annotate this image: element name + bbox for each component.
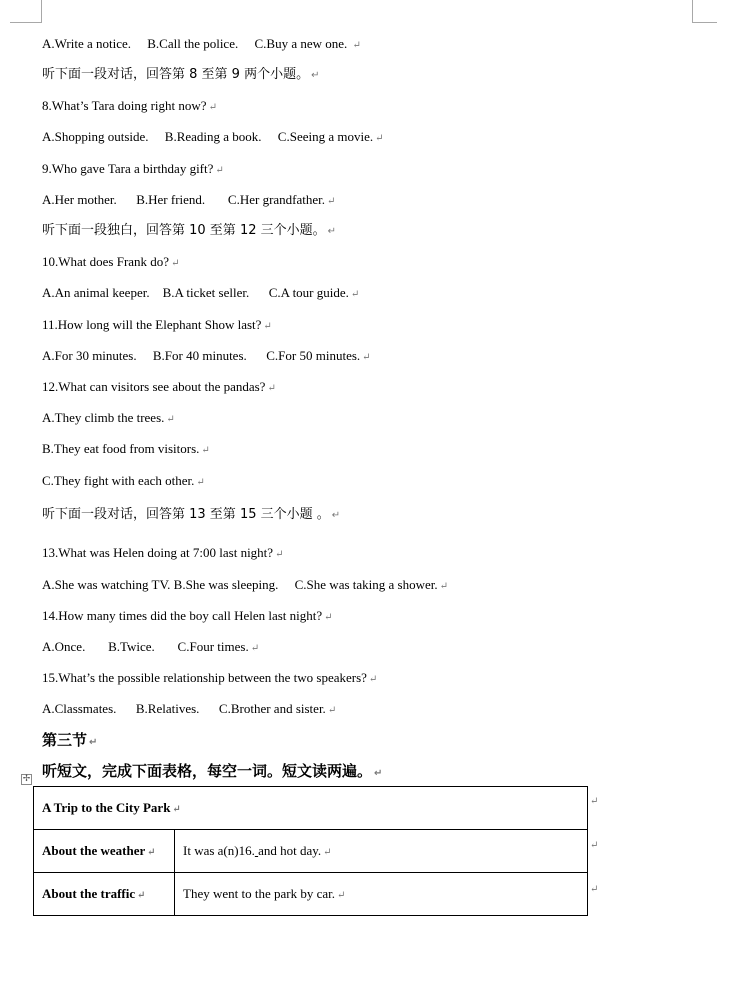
answer-options-q8: A.Shopping outside. B.Reading a book. C.Seeing a movie. ↵ [42,129,384,144]
cell-end-mark-icon: ↵ [336,890,346,901]
paragraph-mark-icon: ↵ [368,674,378,685]
answer-options-q7: A.Write a notice. B.Call the police. C.Buy a new one. ↵ [42,36,361,51]
paragraph-mark-icon: ↵ [352,40,361,51]
paragraph-mark-icon: ↵ [362,352,371,363]
answer-options-q15: A.Classmates. B.Relatives. C.Brother and sister. ↵ [42,701,337,716]
table-row [34,830,588,873]
paragraph-mark-icon: ↵ [327,196,336,207]
section-heading: 第三节 ↵ [42,731,98,749]
table-row [34,787,588,830]
row-end-mark-icon: ↵ [590,796,599,807]
paragraph-mark-icon: ↵ [89,737,98,748]
section-instruction-bold: 听短文，完成下面表格，每空一词。短文读两遍。 ↵ [42,762,383,780]
paragraph-mark-icon: ↵ [327,226,337,237]
paragraph-mark-icon: ↵ [350,289,360,300]
question-10: 10.What does Frank do? ↵ [42,254,180,269]
table-move-handle-icon[interactable]: ✢ [22,774,31,784]
paragraph-mark-icon: ↵ [375,133,384,144]
paragraph-mark-icon: ↵ [196,477,205,488]
table-title-cell[interactable]: A Trip to the City Park ↵ [34,787,588,830]
page-corner-mark-top-right [692,0,717,23]
traffic-value-cell[interactable]: They went to the park by car. ↵ [175,873,588,916]
answer-option-q12-a: A.They climb the trees. ↵ [42,410,175,425]
answer-option-q12-b: B.They eat food from visitors. ↵ [42,441,210,456]
answer-option-q12-c: C.They fight with each other. ↵ [42,473,205,488]
paragraph-mark-icon: ↵ [166,414,175,425]
paragraph-mark-icon: ↵ [311,70,320,81]
question-12: 12.What can visitors see about the pandas? ↵ [42,379,276,394]
answer-options-q10: A.An animal keeper. B.A ticket seller. C.A tour guide. ↵ [42,285,360,300]
section-instruction: 听下面一段独白，回答第 10 至第 12 三个小题。 ↵ [42,223,337,238]
answer-options-q13: A.She was watching TV. B.She was sleeping. C.She was taking a shower. ↵ [42,577,449,592]
paragraph-mark-icon: ↵ [263,321,272,332]
paragraph-mark-icon: ↵ [215,165,224,176]
paragraph-mark-icon: ↵ [250,643,260,654]
cell-end-mark-icon: ↵ [147,847,156,858]
weather-label-cell[interactable]: About the weather ↵ [34,830,175,873]
question-14: 14.How many times did the boy call Helen last night? ↵ [42,608,333,623]
page-corner-mark-top-left [10,0,42,23]
cell-end-mark-icon: ↵ [172,804,181,815]
paragraph-mark-icon: ↵ [208,102,217,113]
answer-options-q11: A.For 30 minutes. B.For 40 minutes. C.For 50 minutes. ↵ [42,348,371,363]
paragraph-mark-icon: ↵ [171,258,180,269]
paragraph-mark-icon: ↵ [267,383,276,394]
paragraph-mark-icon: ↵ [331,510,341,521]
question-15: 15.What’s the possible relationship between the two speakers? ↵ [42,670,378,685]
question-9: 9.Who gave Tara a birthday gift? ↵ [42,161,224,176]
question-11: 11.How long will the Elephant Show last? ↵ [42,317,272,332]
weather-value-cell[interactable]: It was a(n)16. and hot day. ↵ [175,830,588,873]
paragraph-mark-icon: ↵ [374,768,383,779]
traffic-label-cell[interactable]: About the traffic ↵ [34,873,175,916]
answer-options-q14: A.Once. B.Twice. C.Four times. ↵ [42,639,260,654]
trip-table [33,786,588,916]
paragraph-mark-icon: ↵ [201,445,210,456]
paragraph-mark-icon: ↵ [439,581,449,592]
table-row [34,873,588,916]
answer-options-q9: A.Her mother. B.Her friend. C.Her grandfather. ↵ [42,192,336,207]
cell-end-mark-icon: ↵ [137,890,146,901]
paragraph-mark-icon: ↵ [324,612,333,623]
question-8: 8.What’s Tara doing right now? ↵ [42,98,217,113]
row-end-mark-icon: ↵ [590,840,599,851]
paragraph-mark-icon: ↵ [327,705,337,716]
cell-end-mark-icon: ↵ [323,847,332,858]
paragraph-mark-icon: ↵ [275,549,284,560]
question-13: 13.What was Helen doing at 7:00 last night? ↵ [42,545,284,560]
row-end-mark-icon: ↵ [590,884,599,895]
section-instruction: 听下面一段对话，回答第 13 至第 15 三个小题 。 ↵ [42,507,341,522]
section-instruction: 听下面一段对话，回答第 8 至第 9 两个小题。 ↵ [42,67,320,82]
